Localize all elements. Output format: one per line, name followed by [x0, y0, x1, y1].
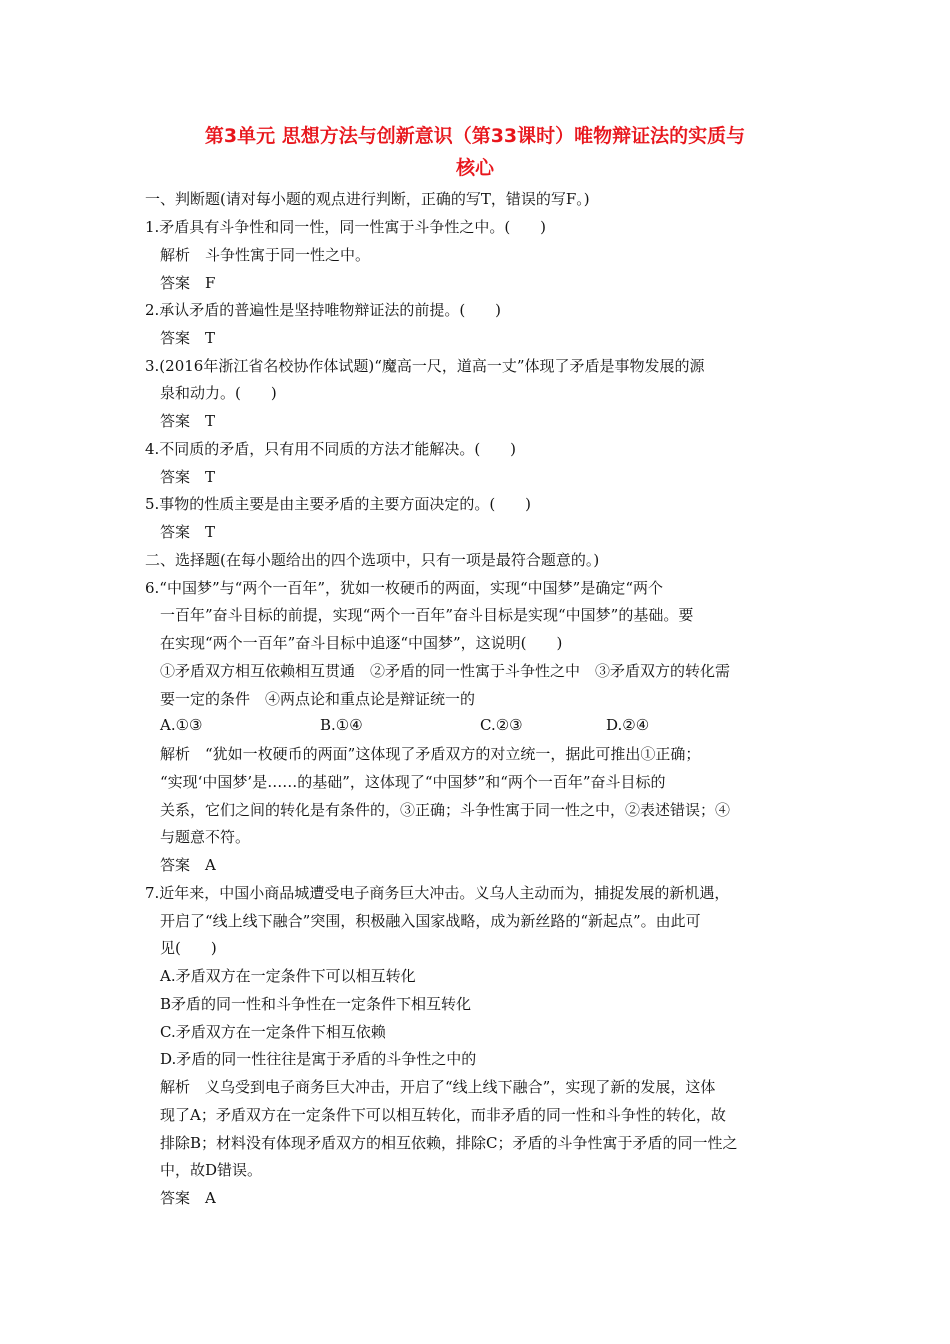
- question-6-options: [160, 715, 760, 737]
- question-1-stem: 1.矛盾具有斗争性和同一性，同一性寓于斗争性之中。( ): [145, 218, 547, 236]
- question-5-answer: 答案 T: [160, 523, 216, 541]
- question-7-answer: 答案 A: [160, 1189, 216, 1207]
- question-1-answer: 答案 F: [160, 274, 216, 292]
- question-4-answer: 答案 T: [160, 468, 216, 486]
- document-title-line-2: 核心: [455, 157, 494, 179]
- question-6-stem-line-3: 在实现“两个一百年”奋斗目标中追逐“中国梦”，这说明( ): [160, 634, 563, 652]
- question-6-analysis-line-2: “实现‘中国梦’是……的基础”，这体现了“中国梦”和“两个一百年”奋斗目标的: [160, 773, 666, 791]
- question-6-option-a: A.①③: [160, 716, 203, 734]
- question-7-option-a: A.矛盾双方在一定条件下可以相互转化: [160, 967, 416, 985]
- question-1-analysis: 解析 斗争性寓于同一性之中。: [160, 246, 371, 264]
- question-7-stem-line-3: 见( ): [160, 939, 217, 957]
- question-6-items-line-2: 要一定的条件 ④两点论和重点论是辩证统一的: [160, 690, 476, 708]
- question-7-stem-line-2: 开启了“线上线下融合”突围，积极融入国家战略，成为新丝路的“新起点”。由此可: [160, 912, 701, 930]
- question-7-option-c: C.矛盾双方在一定条件下相互依赖: [160, 1023, 386, 1041]
- question-6-items-line-1: ①矛盾双方相互依赖相互贯通 ②矛盾的同一性寓于斗争性之中 ③矛盾双方的转化需: [160, 662, 731, 680]
- question-6-stem-line-2: 一百年”奋斗目标的前提，实现“两个一百年”奋斗目标是实现“中国梦”的基础。要: [160, 606, 694, 624]
- question-7-option-d: D.矛盾的同一性往往是寓于矛盾的斗争性之中的: [160, 1050, 477, 1068]
- question-6-analysis-line-4: 与题意不符。: [160, 828, 251, 846]
- question-5-stem: 5.事物的性质主要是由主要矛盾的主要方面决定的。( ): [145, 495, 532, 513]
- question-6-option-c: C.②③: [480, 716, 523, 734]
- question-7-analysis-line-1: 解析 义乌受到电子商务巨大冲击，开启了“线上线下融合”，实现了新的发展，这体: [160, 1078, 716, 1096]
- question-6-analysis-line-1: 解析 “犹如一枚硬币的两面”这体现了矛盾双方的对立统一，据此可推出①正确；: [160, 745, 701, 763]
- question-2-stem: 2.承认矛盾的普遍性是坚持唯物辩证法的前提。( ): [145, 301, 502, 319]
- document-title-line-1: 第3单元 思想方法与创新意识（第33课时）唯物辩证法的实质与: [204, 125, 746, 147]
- section-1-heading: 一、判断题(请对每小题的观点进行判断，正确的写T，错误的写F。): [145, 190, 590, 208]
- section-2-heading: 二、选择题(在每小题给出的四个选项中，只有一项是最符合题意的。): [145, 551, 600, 569]
- question-7-stem-line-1: 7.近年来，中国小商品城遭受电子商务巨大冲击。义乌人主动而为，捕捉发展的新机遇，: [145, 884, 730, 902]
- question-2-answer: 答案 T: [160, 329, 216, 347]
- question-4-stem: 4.不同质的矛盾，只有用不同质的方法才能解决。( ): [145, 440, 517, 458]
- question-7-analysis-line-4: 中，故D错误。: [160, 1161, 263, 1179]
- question-6-analysis-line-3: 关系，它们之间的转化是有条件的，③正确；斗争性寓于同一性之中，②表述错误；④: [160, 801, 731, 819]
- question-3-stem-line-1: 3.(2016年浙江省名校协作体试题)“魔高一尺，道高一丈”体现了矛盾是事物发展的源: [145, 357, 705, 375]
- question-7-option-b: B矛盾的同一性和斗争性在一定条件下相互转化: [160, 995, 472, 1013]
- question-3-stem-line-2: 泉和动力。( ): [160, 384, 277, 402]
- question-6-answer: 答案 A: [160, 856, 216, 874]
- question-6-stem-line-1: 6.“中国梦”与“两个一百年”，犹如一枚硬币的两面，实现“中国梦”是确定“两个: [145, 579, 663, 597]
- question-7-analysis-line-3: 排除B；材料没有体现矛盾双方的相互依赖，排除C；矛盾的斗争性寓于矛盾的同一性之: [160, 1134, 738, 1152]
- question-3-answer: 答案 T: [160, 412, 216, 430]
- question-6-option-b: B.①④: [320, 716, 363, 734]
- question-6-option-d: D.②④: [606, 716, 650, 734]
- question-7-analysis-line-2: 现了A；矛盾双方在一定条件下可以相互转化，而非矛盾的同一性和斗争性的转化，故: [160, 1106, 726, 1124]
